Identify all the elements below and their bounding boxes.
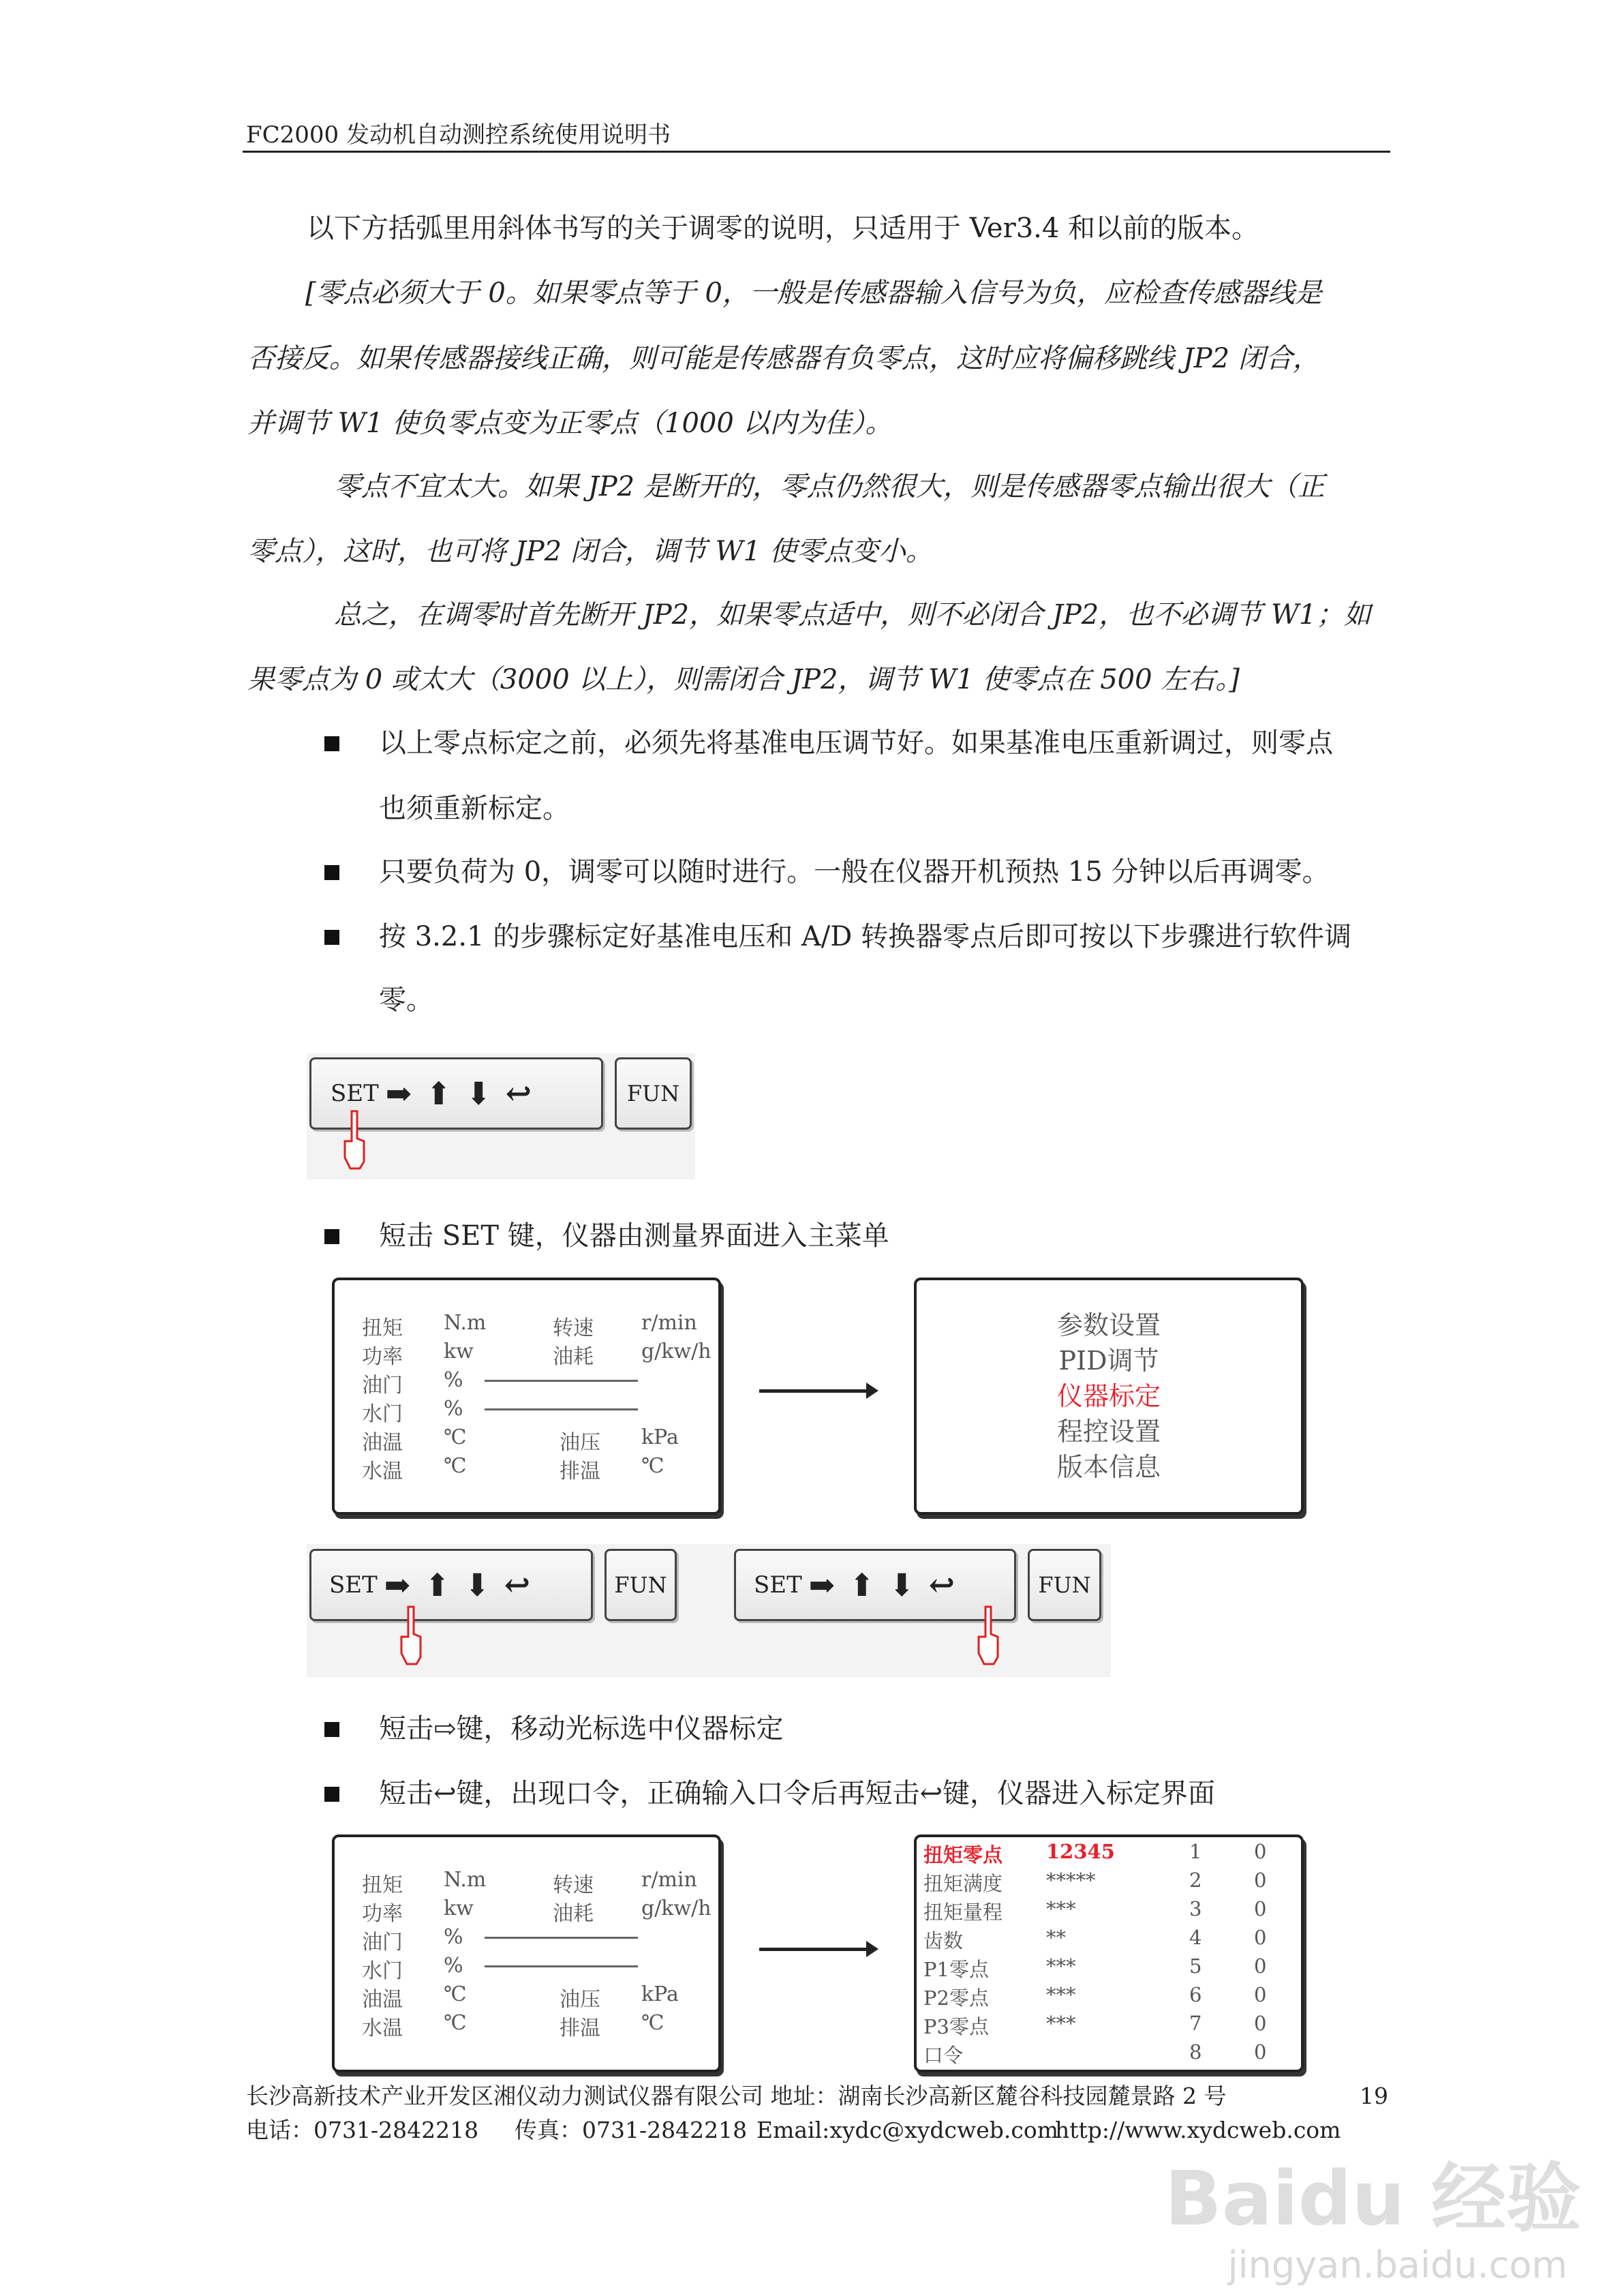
enter-icon: ↩	[505, 1075, 532, 1112]
param-unit: %	[444, 1954, 463, 1978]
param-unit: ℃	[444, 1982, 467, 2006]
param-unit: %	[444, 1925, 463, 1949]
calib-label: P3零点	[923, 2015, 989, 2038]
bullet-icon	[324, 865, 339, 880]
footer-url[interactable]: http://www.xydcweb.com	[1055, 2117, 1341, 2143]
calib-digit: 0	[1254, 1840, 1267, 1863]
calib-digit: 0	[1254, 1954, 1267, 1978]
bullet-text: 短击 SET 键，仪器由测量界面进入主菜单	[379, 1220, 889, 1252]
param-unit: g/kw/h	[641, 1340, 711, 1363]
param-label: 水温	[362, 1460, 403, 1483]
keypad-set-group	[309, 1549, 593, 1621]
throttle-bar	[485, 1380, 638, 1382]
set-key-label: SET	[331, 1080, 379, 1107]
page-number: 19	[1360, 2083, 1388, 2109]
calib-index: 4	[1189, 1926, 1202, 1949]
param-label: 排温	[560, 2016, 600, 2040]
param-label: 油压	[560, 1988, 600, 2012]
bullet-text: 零。	[379, 984, 433, 1016]
param-label: 水温	[362, 2016, 403, 2040]
param-unit: ℃	[444, 1454, 467, 1478]
italic-line: [零点必须大于 0。如果零点等于 0，一般是传感器输入信号为负，应检查传感器线是	[305, 277, 1322, 309]
param-unit: r/min	[641, 1868, 697, 1892]
bullet-icon	[324, 1722, 339, 1737]
param-unit: N.m	[444, 1868, 487, 1892]
calib-digit: 0	[1254, 1897, 1267, 1920]
baidu-watermark-logo: Baidu 经验	[1164, 2155, 1581, 2242]
calib-index: 7	[1189, 2012, 1202, 2035]
down-arrow-icon: ⬇	[463, 1567, 491, 1603]
bullet-text: 以上零点标定之前，必须先将基准电压调节好。如果基准电压重新调过，则零点	[379, 727, 1333, 759]
italic-line: 否接反。如果传感器接线正确，则可能是传感器有负零点，这时应将偏移跳线 JP2 闭合，	[247, 343, 1320, 374]
fun-key: FUN	[605, 1549, 677, 1621]
param-label: 扭矩	[362, 1316, 403, 1340]
pointing-hand-icon	[976, 1605, 1003, 1667]
enter-icon: ↩	[504, 1567, 530, 1603]
down-arrow-icon: ⬇	[888, 1567, 915, 1603]
calib-index: 6	[1189, 1983, 1202, 2006]
param-label: 油温	[362, 1988, 403, 2012]
param-unit: kPa	[641, 1425, 679, 1449]
param-label: 油门	[362, 1374, 403, 1398]
bullet-icon	[324, 930, 339, 945]
calib-index: 3	[1189, 1897, 1202, 1920]
measurement-screen	[332, 1834, 721, 2072]
param-unit: N.m	[444, 1311, 487, 1335]
pointing-hand-icon	[342, 1110, 369, 1171]
enter-icon: ↩	[928, 1567, 955, 1603]
param-label: 排温	[560, 1460, 600, 1483]
down-arrow-icon: ⬇	[465, 1075, 492, 1112]
up-arrow-icon: ⬆	[425, 1075, 452, 1112]
right-arrow-icon: ➡	[808, 1567, 836, 1603]
bullet-text: 也须重新标定。	[379, 793, 570, 824]
main-menu-screen	[914, 1278, 1304, 1515]
calib-value: **	[1046, 1926, 1066, 1949]
param-label: 转速	[553, 1316, 594, 1340]
calib-value: *****	[1046, 1869, 1096, 1892]
throttle-bar	[485, 1937, 638, 1939]
footer-email: Email:xydc@xydcweb.com	[756, 2117, 1059, 2143]
water-valve-bar	[485, 1408, 638, 1410]
param-unit: ℃	[444, 1425, 467, 1449]
keypad-set-group	[734, 1549, 1016, 1621]
param-label: 水门	[362, 1959, 403, 1983]
water-valve-bar	[485, 1965, 638, 1967]
param-unit: kPa	[641, 1982, 679, 2006]
param-label: 功率	[362, 1345, 403, 1369]
calib-digit: 0	[1254, 1926, 1267, 1949]
up-arrow-icon: ⬆	[424, 1567, 450, 1603]
calib-value: ***	[1046, 1983, 1076, 2006]
bullet-text: 短击⇨键，移动光标选中仪器标定	[379, 1713, 784, 1744]
calib-index: 1	[1189, 1840, 1202, 1863]
footer-fax: 传真：0731-2842218	[515, 2117, 748, 2143]
param-label: 水门	[362, 1402, 403, 1426]
italic-line: 果零点为 0 或太大（3000 以上），则需闭合 JP2，调节 W1 使零点在 500 左右。]	[247, 664, 1240, 695]
header-rule	[243, 151, 1390, 153]
document-header: FC2000 发动机自动测控系统使用说明书	[246, 121, 671, 149]
calib-index: 5	[1189, 1954, 1202, 1978]
param-unit: kw	[444, 1340, 474, 1363]
calib-label: 扭矩满度	[923, 1872, 1003, 1895]
calib-label: 齿数	[923, 1929, 964, 1952]
param-label: 功率	[362, 1902, 403, 1926]
param-label: 油温	[362, 1431, 403, 1455]
bullet-text: 按 3.2.1 的步骤标定好基准电压和 A/D 转换器零点后即可按以下步骤进行软件调	[379, 921, 1352, 952]
param-label: 油耗	[553, 1345, 594, 1369]
intro-text: 以下方括弧里用斜体书写的关于调零的说明，只适用于 Ver3.4 和以前的版本。	[307, 213, 1259, 244]
baidu-watermark-url: jingyan.baidu.com	[1227, 2244, 1567, 2286]
italic-line: 零点），这时，也可将 JP2 闭合，调节 W1 使零点变小。	[247, 536, 933, 567]
right-arrow-icon: ➡	[385, 1075, 412, 1112]
calibration-screen	[914, 1834, 1304, 2072]
set-key-label: SET	[754, 1571, 802, 1599]
fun-key: FUN	[1028, 1549, 1101, 1621]
calib-label: 扭矩零点	[923, 1843, 1003, 1867]
menu-item: 版本信息	[1056, 1452, 1161, 1482]
measurement-screen	[332, 1278, 721, 1515]
param-label: 油耗	[553, 1902, 594, 1926]
italic-line: 并调节 W1 使负零点变为正零点（1000 以内为佳）。	[247, 408, 893, 439]
param-unit: %	[444, 1368, 463, 1392]
calib-value: ***	[1046, 2012, 1076, 2035]
menu-item: 程控设置	[1056, 1417, 1161, 1447]
menu-item-selected: 仪器标定	[1056, 1381, 1161, 1411]
footer-phone: 电话：0731-2842218	[246, 2117, 479, 2143]
param-unit: ℃	[444, 2011, 467, 2035]
calib-value: ***	[1046, 1954, 1076, 1978]
set-key-label: SET	[329, 1571, 378, 1599]
menu-item: 参数设置	[1056, 1310, 1161, 1340]
calib-digit: 0	[1254, 2012, 1267, 2035]
param-unit: ℃	[641, 2011, 664, 2035]
calib-label: P1零点	[923, 1958, 989, 1981]
calib-label: 口令	[923, 2044, 964, 2067]
italic-line: 零点不宜太大。如果 JP2 是断开的，零点仍然很大，则是传感器零点输出很大（正	[334, 471, 1325, 502]
italic-line: 总之，在调零时首先断开 JP2，如果零点适中，则不必闭合 JP2，也不必调节 W1；如	[334, 599, 1371, 631]
bullet-icon	[324, 736, 339, 751]
param-unit: ℃	[641, 1454, 664, 1478]
calib-value: ***	[1046, 1897, 1076, 1920]
calib-value: 12345	[1046, 1840, 1115, 1863]
bullet-text: 短击↩键，出现口令，正确输入口令后再短击↩键，仪器进入标定界面	[379, 1778, 1216, 1809]
param-label: 转速	[553, 1873, 594, 1897]
calib-index: 8	[1189, 2040, 1202, 2064]
pointing-hand-icon	[399, 1605, 426, 1667]
right-arrow-icon	[759, 1948, 872, 1951]
menu-item: PID调节	[1058, 1346, 1159, 1376]
calib-label: P2零点	[923, 1987, 989, 2010]
bullet-icon	[324, 1229, 339, 1244]
calib-index: 2	[1189, 1869, 1202, 1892]
param-label: 油门	[362, 1931, 403, 1954]
param-unit: r/min	[641, 1311, 697, 1335]
calib-digit: 0	[1254, 1983, 1267, 2006]
param-label: 扭矩	[362, 1873, 403, 1897]
right-arrow-icon: ➡	[384, 1567, 411, 1603]
calib-digit: 0	[1254, 1869, 1267, 1892]
footer-company-address: 长沙高新技术产业开发区湘仪动力测试仪器有限公司 地址：湖南长沙高新区麓谷科技园麓景路 2 号	[246, 2083, 1227, 2109]
right-arrow-icon	[759, 1389, 872, 1393]
bullet-text: 只要负荷为 0，调零可以随时进行。一般在仪器开机预热 15 分钟以后再调零。	[379, 856, 1330, 888]
calib-label: 扭矩量程	[923, 1901, 1003, 1924]
bullet-icon	[324, 1787, 339, 1802]
param-unit: g/kw/h	[641, 1897, 711, 1920]
param-label: 油压	[560, 1431, 600, 1455]
param-unit: kw	[444, 1897, 474, 1920]
fun-key: FUN	[615, 1057, 692, 1130]
up-arrow-icon: ⬆	[848, 1567, 875, 1603]
param-unit: %	[444, 1397, 463, 1421]
calib-digit: 0	[1254, 2040, 1267, 2064]
